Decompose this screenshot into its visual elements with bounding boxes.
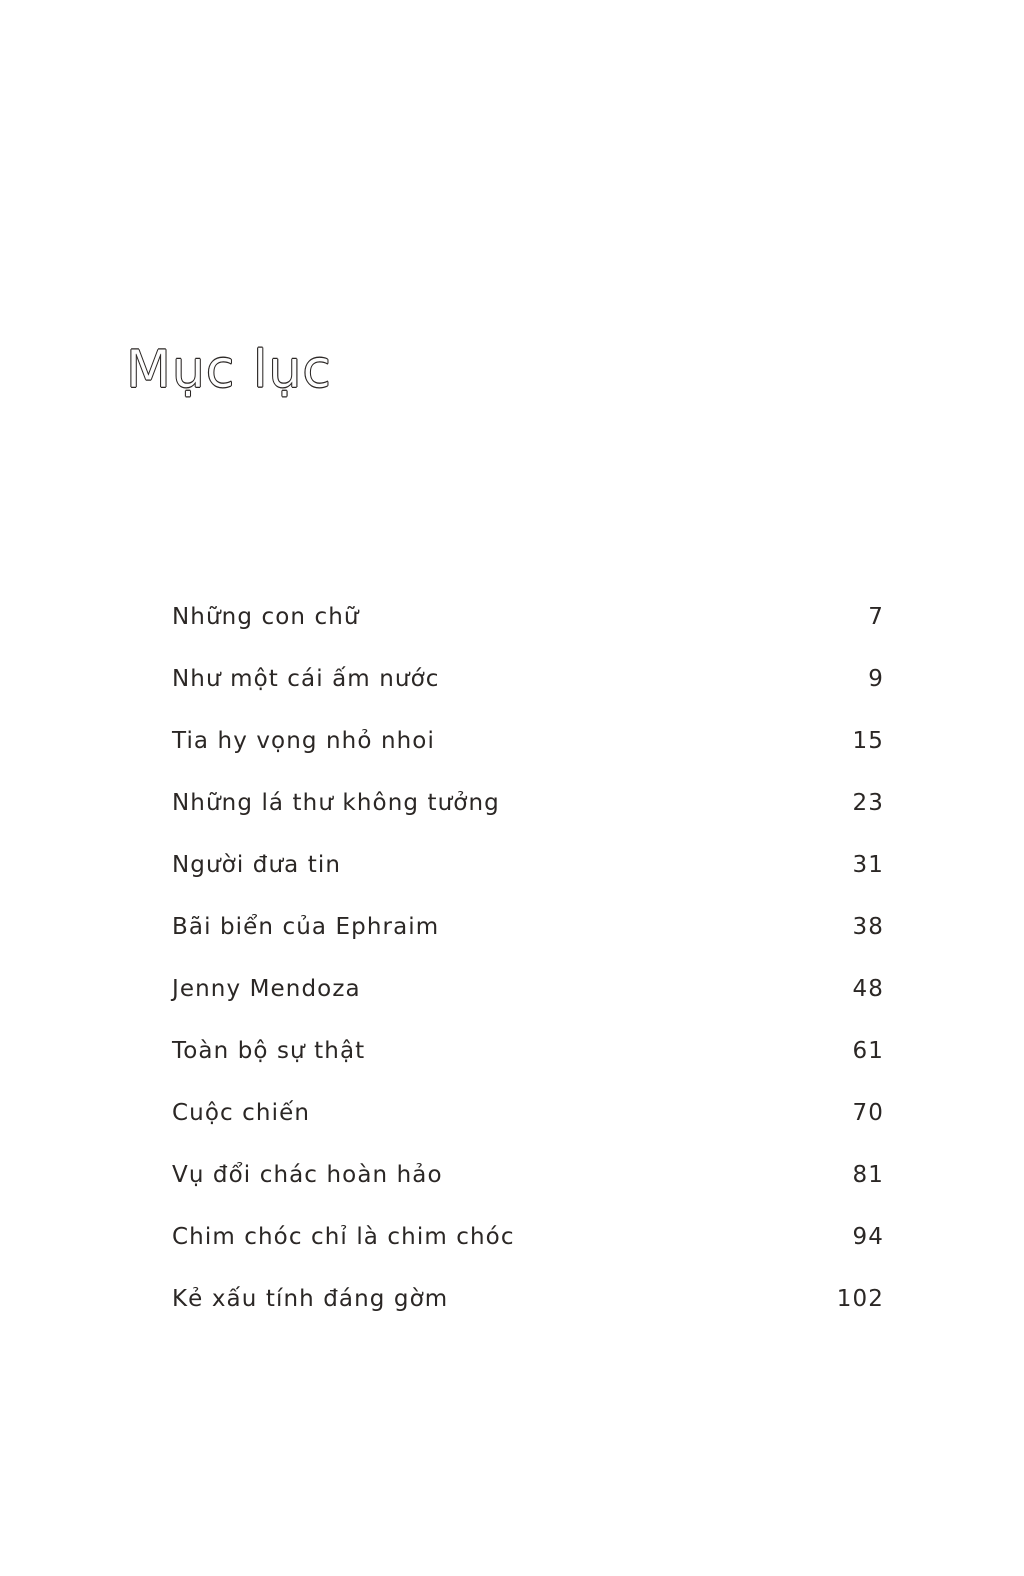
toc-entry-page-number: 15 xyxy=(852,728,884,754)
toc-entry-page-number: 38 xyxy=(852,914,884,940)
toc-entry-title: Kẻ xấu tính đáng gờm xyxy=(172,1286,449,1312)
toc-entry-page-number: 7 xyxy=(868,604,884,630)
toc-entry[interactable] xyxy=(172,1224,884,1286)
page-title: Mục lục xyxy=(126,340,332,400)
toc-entry[interactable] xyxy=(172,790,884,852)
toc-entry[interactable] xyxy=(172,728,884,790)
toc-entry-page-number: 23 xyxy=(852,790,884,816)
table-of-contents-list xyxy=(172,604,884,1348)
toc-entry-title: Người đưa tin xyxy=(172,852,342,878)
toc-entry-title: Bãi biển của Ephraim xyxy=(172,914,440,940)
toc-entry[interactable] xyxy=(172,1100,884,1162)
toc-entry[interactable] xyxy=(172,852,884,914)
toc-entry[interactable] xyxy=(172,1286,884,1348)
toc-entry-title: Jenny Mendoza xyxy=(172,976,361,1002)
toc-entry-title: Những con chữ xyxy=(172,604,360,630)
toc-entry-title: Những lá thư không tưởng xyxy=(172,790,500,816)
toc-entry[interactable] xyxy=(172,976,884,1038)
toc-entry-page-number: 70 xyxy=(852,1100,884,1126)
toc-entry-page-number: 102 xyxy=(836,1286,884,1312)
toc-entry-page-number: 94 xyxy=(852,1224,884,1250)
toc-entry-page-number: 61 xyxy=(852,1038,884,1064)
toc-entry-title: Vụ đổi chác hoàn hảo xyxy=(172,1162,443,1188)
toc-entry-title: Chim chóc chỉ là chim chóc xyxy=(172,1224,515,1250)
toc-entry-page-number: 9 xyxy=(868,666,884,692)
toc-entry[interactable] xyxy=(172,1038,884,1100)
toc-entry-title: Như một cái ấm nước xyxy=(172,666,440,692)
toc-entry[interactable] xyxy=(172,604,884,666)
toc-entry-page-number: 81 xyxy=(852,1162,884,1188)
toc-entry-page-number: 48 xyxy=(852,976,884,1002)
toc-entry-title: Tia hy vọng nhỏ nhoi xyxy=(172,728,435,754)
toc-entry-page-number: 31 xyxy=(852,852,884,878)
toc-entry[interactable] xyxy=(172,1162,884,1224)
toc-entry-title: Cuộc chiến xyxy=(172,1100,311,1126)
toc-entry[interactable] xyxy=(172,666,884,728)
toc-entry[interactable] xyxy=(172,914,884,976)
toc-entry-title: Toàn bộ sự thật xyxy=(172,1038,366,1064)
